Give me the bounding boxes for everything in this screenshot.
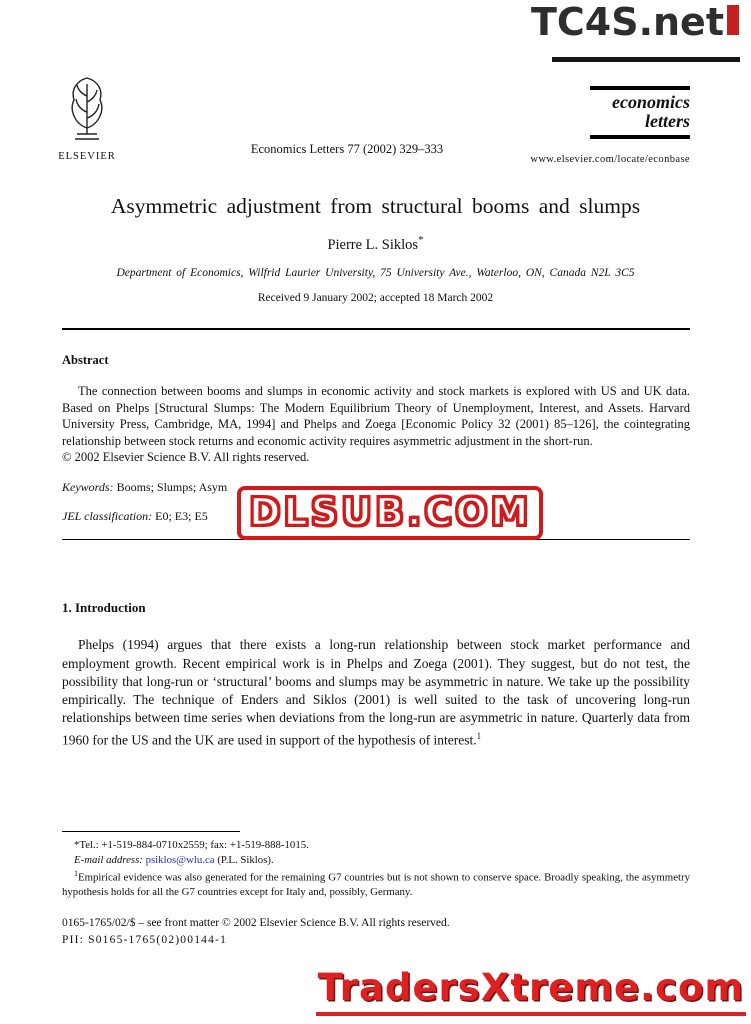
article-body (62, 353, 690, 750)
author-name: Pierre L. Siklos (327, 236, 419, 253)
author-affiliation: Department of Economics, Wilfrid Laurier University, 75 University Ave., Waterloo, ON, Canada N2L 3C5 (116, 267, 635, 279)
section-heading-introduction: 1. Introduction (62, 600, 146, 616)
email-link[interactable]: psiklos@wlu.ca (145, 853, 215, 866)
introduction-paragraph: Phelps (1994) argues that there exists a long-run relationship between stock market performance and employment growth. Recent empirical work is in Phelps and Zoega (2001). They suggest, but do not test, the possibility that long-run or ‘structural’ booms and slumps may be asymmetric in nature. We take up the possibility empirically. The technique of Enders and Siklos (2001) is well suited to the task of uncovering long-run relationships between time series when deviations from the long-run are asymmetric in nature. Quarterly data from 1960 for the US and the UK are used in support of the hypothesis of interest. (62, 637, 690, 748)
introduction-text (62, 636, 690, 750)
footnote-tel: *Tel.: +1-519-884-0710x2559; fax: +1-519-888-1015. (74, 839, 309, 851)
footnotes (62, 838, 690, 900)
article-author (0, 234, 751, 254)
elsevier-tree-icon (58, 72, 116, 148)
footnote-separator-rule (62, 831, 240, 832)
front-matter (62, 916, 690, 948)
email-suffix: (P.L. Siklos). (217, 853, 274, 866)
keywords-value: Booms; Slumps; Asym (116, 479, 228, 494)
abstract-heading: Abstract (62, 353, 109, 367)
keywords-label: Keywords: (62, 479, 114, 494)
journal-citation: Economics Letters 77 (2002) 329–333 (250, 142, 444, 156)
journal-name (490, 90, 690, 135)
journal-masthead (490, 86, 690, 165)
pii-line: PII: S0165-1765(02)00144-1 (62, 933, 228, 946)
jel-value: E0; E3; E5 (155, 508, 208, 523)
footnote-1 (62, 867, 690, 900)
footnote-1-mark: 1 (74, 869, 78, 879)
journal-name-line1: economics (612, 92, 690, 112)
issn-line: 0165-1765/02/$ – see front matter © 2002 Elsevier Science B.V. All rights reserved. (62, 917, 450, 929)
email-label: E-mail address: (74, 853, 143, 866)
tc4s-underline-bar (552, 57, 740, 62)
author-footnote-mark: * (418, 234, 424, 246)
journal-name-line2: letters (645, 111, 690, 131)
watermark-tc4s (531, 0, 739, 44)
journal-url[interactable]: www.elsevier.com/locate/econbase (530, 154, 690, 165)
masthead-rule-bottom (590, 135, 690, 139)
watermark-tradersxtreme: TradersXtreme.com (316, 966, 746, 1016)
elsevier-logo (58, 72, 116, 162)
received-dates: Received 9 January 2002; accepted 18 March 2002 (257, 292, 494, 304)
divider-rule-top (62, 328, 690, 330)
footnote-1-text: Empirical evidence was also generated for the remaining G7 countries but is not shown to conserve space. Broadly speaking, the asymmetry hypothesis holds for all the G7 countries except for Italy and, possibly, Germany. (62, 871, 690, 899)
abstract-text: The connection between booms and slumps in economic activity and stock markets is explored with US and UK data. Based on Phelps [Structural Slumps: The Modern Equilibrium Theory of Unemployment, Interest, and Assets. Harvard University Press, Cambridge, MA, 1994] and Phelps and Zoega [Economic Policy 32 (2001) 85–126], the cointegrating relationship between stock returns and economic activity requires asymmetric adjustment in the short-run. (62, 384, 690, 448)
tc4s-red-block-icon (727, 5, 739, 35)
article-title: Asymmetric adjustment from structural booms and slumps (110, 194, 641, 218)
introduction-footnote-mark: 1 (476, 731, 482, 742)
jel-label: JEL classification: (62, 508, 153, 523)
watermark-tc4s-text: TC4S.net (530, 0, 724, 44)
copyright-line: © 2002 Elsevier Science B.V. All rights reserved. (62, 450, 310, 465)
footnote-email (62, 853, 690, 868)
elsevier-logo-label: ELSEVIER (58, 151, 116, 162)
watermark-dlsub: DLSUB.COM (237, 486, 543, 540)
